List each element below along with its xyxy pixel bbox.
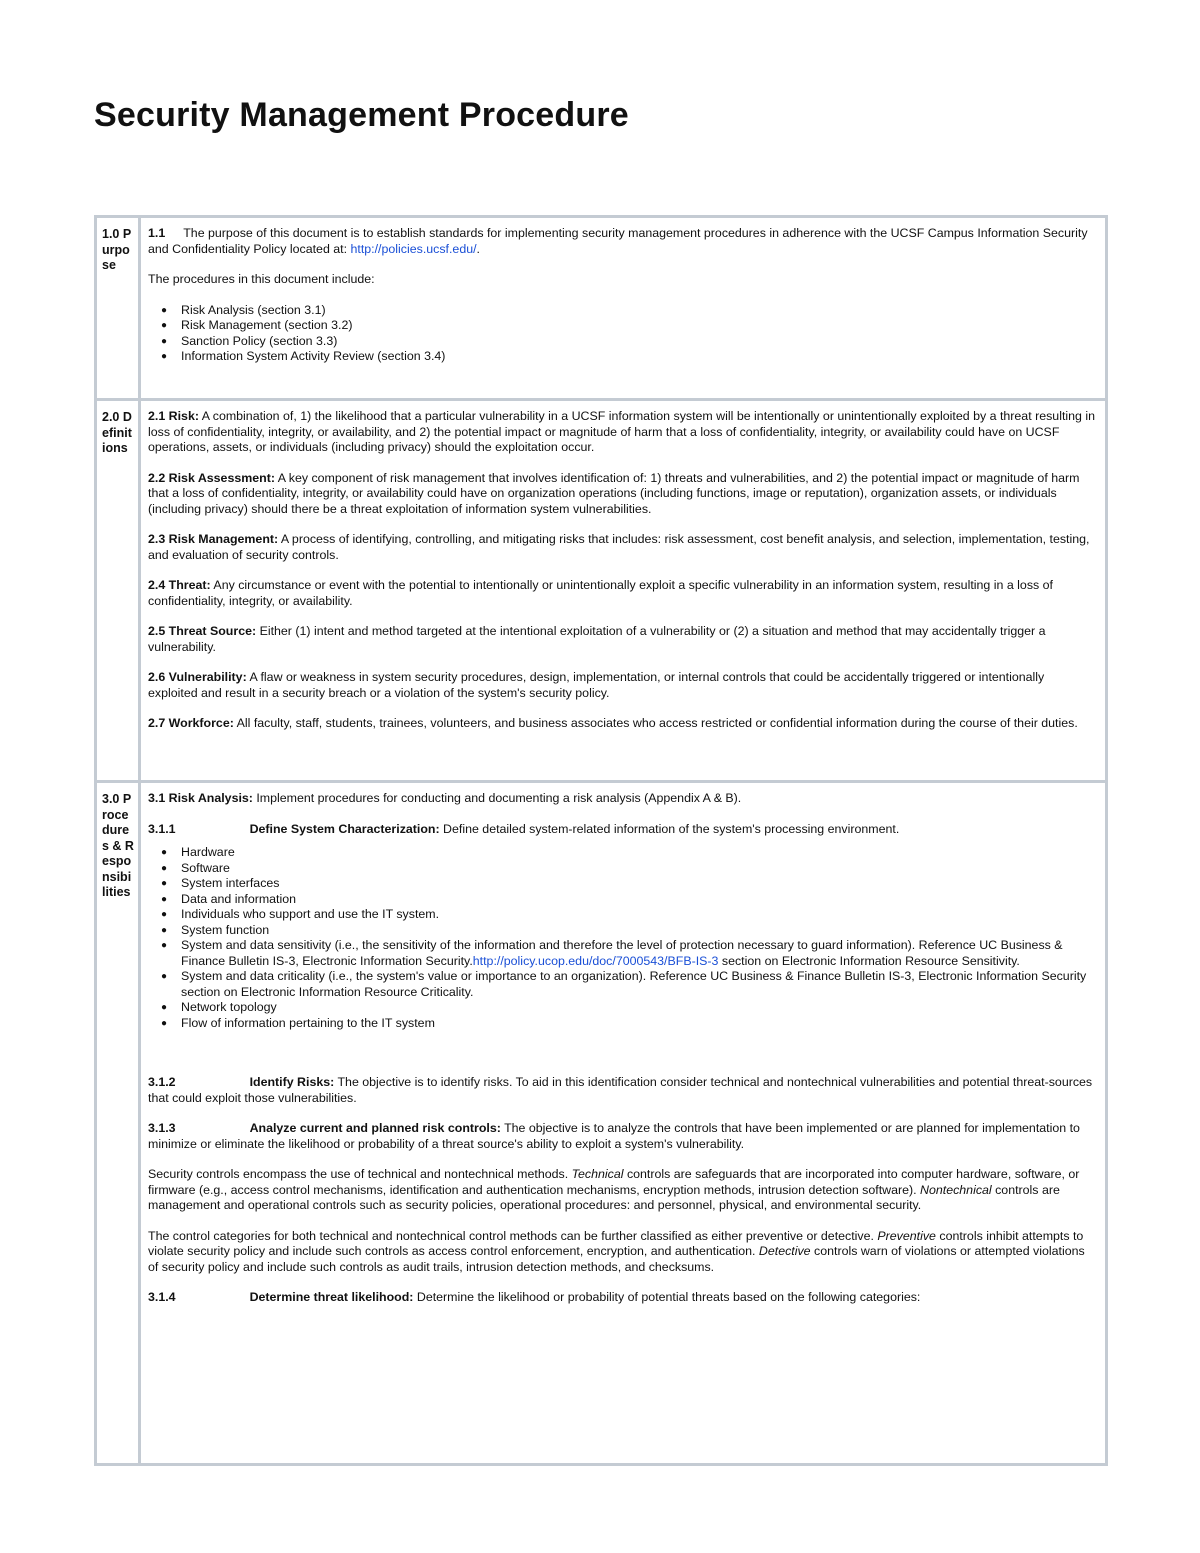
policies-link[interactable]: http://policies.ucsf.edu/	[350, 241, 477, 256]
definitions-body	[141, 401, 1105, 780]
list-item: ● Hardware	[181, 845, 1095, 861]
identify-risks-paragraph: 3.1.2 Identify Risks: The objective is to identify risks. To aid in this identification consider technical and nontechnical vulnerabilities and potential threat-sources that could exploit those vulnerabilities.	[148, 1075, 1093, 1105]
definition-vulnerability: 2.6 Vulnerability: A flaw or weakness in system security procedures, design, implementation, or internal controls that could be accidentally triggered or intentionally exploited and result in a security breach or a violation of the system's security policy.	[148, 670, 1045, 700]
threat-likelihood-paragraph: 3.1.4 Determine threat likelihood: Determine the likelihood or probability of potential threats based on the following categories:	[148, 1290, 921, 1304]
row-label-procedures: 3.0 Procedures & Responsibilities	[97, 783, 141, 1463]
list-item: ● Flow of information pertaining to the IT system	[181, 1016, 1095, 1032]
procedures-list	[148, 303, 1095, 365]
list-item: ● System function	[181, 923, 1095, 939]
control-categories-paragraph: The control categories for both technical and nontechnical control methods can be further classified as either preventive or detective. Preventive controls inhibit attempts to violate security policy and include such controls as access control enforcement, encryption, and authentication. Detective controls warn of violations or attempted violations of security policy and include such controls as audit trails, intrusion detection methods, and checksums.	[148, 1228, 1085, 1274]
list-item: ● Data and information	[181, 892, 1095, 908]
risk-analysis-paragraph: 3.1 Risk Analysis: Implement procedures for conducting and documenting a risk analysis (Appendix A & B).	[148, 791, 742, 805]
definition-risk: 2.1 Risk: A combination of, 1) the likelihood that a particular vulnerability in a UCSF information system will be intentionally or unintentionally exploited by a threat resulting in loss of confidentiality, integrity, or availability, and 2) the potential impact or magnitude of harm that a loss of confidentiality, integrity, or availability could have on UCSF operations, assets, or individuals (including privacy) should the exploitation occur.	[148, 409, 1096, 454]
row-label-purpose: 1.0 Purpose	[97, 218, 141, 398]
list-item: ● Network topology	[181, 1000, 1095, 1016]
row-label-definitions: 2.0 Definitions	[97, 401, 141, 780]
definition-risk-management: 2.3 Risk Management: A process of identifying, controlling, and mitigating risks that includes: risk assessment, cost benefit analysis, and selection, implementation, testing, and evaluation of security controls.	[148, 532, 1090, 562]
list-item-sensitivity: ● System and data sensitivity (i.e., the sensitivity of the information and therefore the level of protection necessary to guard information). Reference UC Business & Finance Bulletin IS-3, Electronic Information Security.http://policy.ucop.edu/doc/7000543/BFB-IS-3 section on Electronic Information Resource Sensitivity.	[181, 938, 1095, 969]
list-item: ● System interfaces	[181, 876, 1095, 892]
page-title: Security Management Procedure	[94, 96, 629, 134]
list-item: ● Information System Activity Review (section 3.4)	[181, 349, 1095, 365]
procedures-body	[141, 783, 1105, 1463]
list-item: ● Risk Management (section 3.2)	[181, 318, 1095, 334]
definition-threat: 2.4 Threat: Any circumstance or event with the potential to intentionally or unintentionally exploit a specific vulnerability in an information system, resulting in a loss of confidentiality, integrity, or availability.	[148, 578, 1053, 608]
list-item-criticality: ● System and data criticality (i.e., the system's value or importance to an organization). Reference UC Business & Finance Bulletin IS-3, Electronic Information Security section on Electronic Information Resource Criticality.	[181, 969, 1095, 1000]
security-controls-paragraph: Security controls encompass the use of technical and nontechnical methods. Technical controls are safeguards that are incorporated into computer hardware, software, or firmware (e.g., access control mechanisms, identification and authentication mechanisms, encryption methods, intrusion detection software). Nontechnical controls are management and operational controls such as security policies, operational procedures: and personnel, physical, and environmental security.	[148, 1167, 1080, 1212]
purpose-body	[141, 218, 1105, 398]
analyze-controls-paragraph: 3.1.3 Analyze current and planned risk controls: The objective is to analyze the controls that have been implemented or are planned for implementation to minimize or eliminate the likelihood or probability of a threat source's ability to exploit a system's vulnerability.	[148, 1121, 1080, 1151]
procedure-table	[94, 215, 1108, 1466]
system-characterization-list	[148, 845, 1095, 1031]
list-item: ● Sanction Policy (section 3.3)	[181, 334, 1095, 350]
bfb-is3-link[interactable]: http://policy.ucop.edu/doc/7000543/BFB-IS-3	[472, 953, 719, 968]
definition-risk-assessment: 2.2 Risk Assessment: A key component of risk management that involves identification of: 1) threats and vulnerabilities, and 2) the potential impact or magnitude of harm that a loss of confidentiality, integrity, or availability could have on organization operations (including functions, image or reputation), organization assets, or individuals (including privacy) should there be a threat exploitation of information system vulnerabilities.	[148, 470, 1080, 516]
procedures-intro: The procedures in this document include:	[148, 272, 375, 286]
purpose-paragraph: 1.1 The purpose of this document is to establish standards for implementing security management procedures in adherence with the UCSF Campus Information Security and Confidentiality Policy located at: http://policies.ucsf.edu/.	[148, 226, 1088, 256]
procedures-row	[97, 783, 1105, 1463]
definition-threat-source: 2.5 Threat Source: Either (1) intent and method targeted at the intentional exploitation of a vulnerability or (2) a situation and method that may accidentally trigger a vulnerability.	[148, 624, 1046, 654]
section-number: 1.1	[148, 226, 166, 240]
list-item: ● Risk Analysis (section 3.1)	[181, 303, 1095, 319]
definitions-row	[97, 401, 1105, 783]
purpose-row	[97, 218, 1105, 401]
list-item: ● Individuals who support and use the IT system.	[181, 907, 1095, 923]
system-characterization-heading: 3.1.1 Define System Characterization: Define detailed system-related information of the system's processing environment.	[148, 821, 900, 836]
list-item: ● Software	[181, 861, 1095, 877]
definition-workforce: 2.7 Workforce: All faculty, staff, students, trainees, volunteers, and business associates who access restricted or confidential information during the course of their duties.	[148, 716, 1078, 730]
